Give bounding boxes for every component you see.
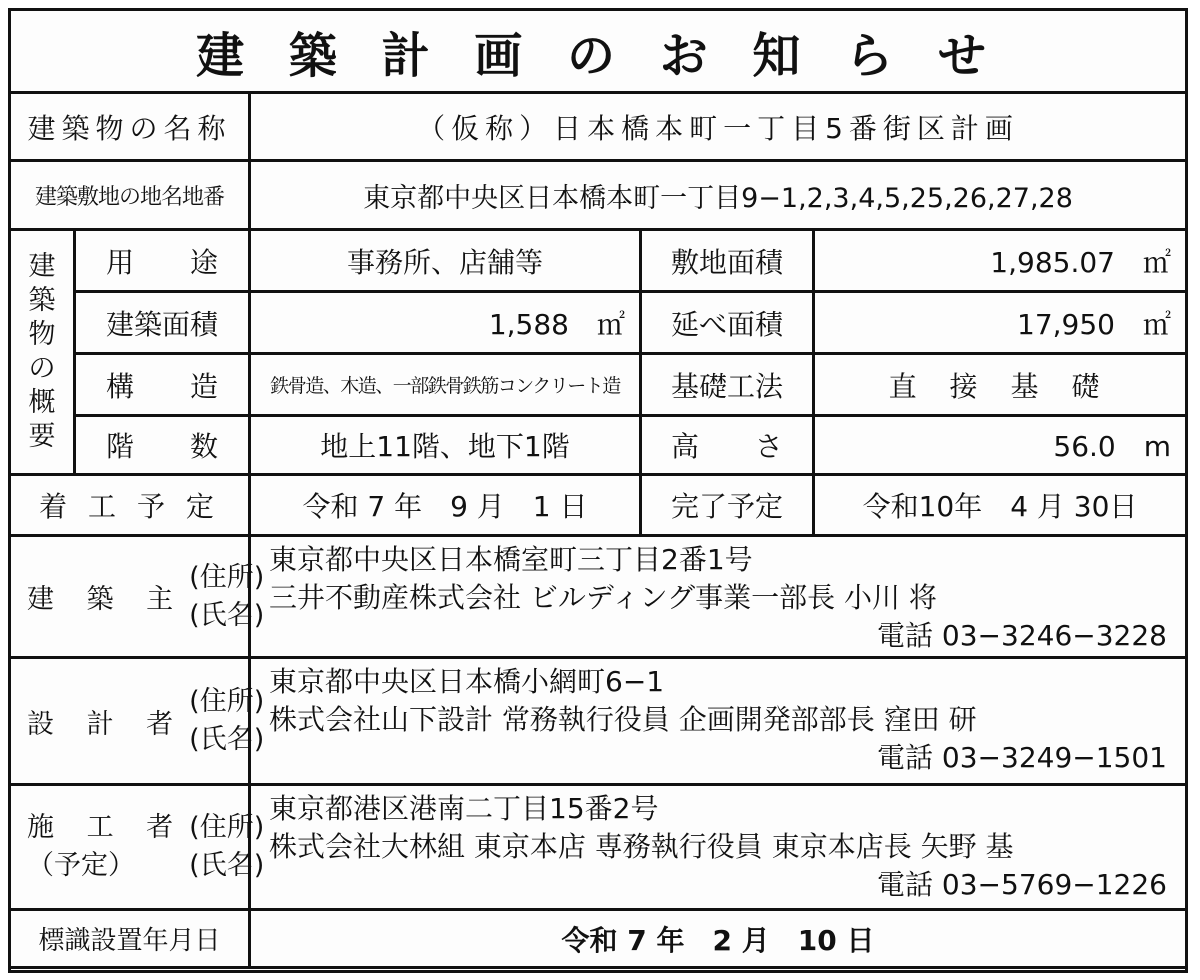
floors-label: 階 数: [105, 430, 218, 463]
owner-label: [11, 537, 265, 656]
overview-char: 概: [28, 387, 56, 418]
floors-value: 地上11階、地下1階: [320, 430, 570, 463]
end-value: 令和10年 4 月 30日: [862, 490, 1138, 523]
overview-char: 築: [28, 285, 56, 316]
contractor-label: [11, 786, 265, 908]
overview-group-label: [11, 231, 73, 473]
contractor-role: [27, 809, 185, 885]
designer-tel: 電話 03−3249−1501: [877, 741, 1167, 774]
height-label: 高 さ: [670, 430, 783, 463]
name-tag: (氏名): [189, 850, 265, 881]
owner-tel: 電話 03−3246−3228: [877, 619, 1167, 652]
floor-area-value: 17,950 ㎡: [1017, 307, 1171, 341]
owner-address: 東京都中央区日本橋室町三丁目2番1号: [269, 543, 753, 576]
building-area-value: 1,588 ㎡: [488, 307, 625, 341]
foundation-value: 直 接 基 礎: [888, 369, 1112, 403]
building-area-label: 建築面積: [105, 307, 218, 341]
name-tag: (氏名): [189, 724, 265, 755]
overview-char: 要: [28, 421, 56, 452]
posted-label: 標識設置年月日: [38, 926, 221, 956]
structure-label: 構 造: [105, 369, 218, 403]
contractor-address: 東京都港区港南二丁目15番2号: [269, 792, 659, 825]
designer-label: [11, 659, 265, 783]
overview-char: 物: [28, 319, 56, 350]
address-tag: (住所): [189, 561, 265, 593]
site-area-label: 敷地面積: [670, 245, 783, 279]
contractor-role-line: 施 工 者: [27, 812, 186, 843]
use-label: 用 途: [105, 245, 218, 279]
building-name-label: 建築物の名称: [27, 111, 232, 145]
name-tag: (氏名): [189, 599, 265, 631]
designer-name: 株式会社山下設計 常務執行役員 企画開発部部長 窪田 研: [269, 703, 977, 736]
posted-value: 令和 7 年 2 月 10 日: [561, 923, 875, 957]
owner-name: 三井不動産株式会社 ビルディング事業一部長 小川 将: [269, 581, 937, 614]
contractor-tel: 電話 03−5769−1226: [877, 868, 1167, 901]
building-name-value: （仮称）日本橋本町一丁目5番街区計画: [417, 111, 1019, 145]
designer-address: 東京都中央区日本橋小網町6−1: [269, 665, 665, 698]
address-tag: (住所): [189, 686, 265, 717]
contractor-role-line: （予定）: [27, 850, 135, 881]
site-label: 建築敷地の地名地番: [34, 184, 224, 210]
designer-role: 設 計 者: [27, 708, 186, 740]
site-area-value: 1,985.07 ㎡: [990, 245, 1171, 279]
designer-details: [251, 659, 1185, 783]
owner-details: [251, 537, 1185, 656]
notice-title: 建 築 計 画 の お 知 ら せ: [196, 27, 1000, 84]
notice-board: [8, 8, 1188, 973]
use-value: 事務所、店舗等: [346, 245, 543, 279]
overview-char: 建: [28, 251, 56, 282]
floor-area-label: 延べ面積: [670, 307, 783, 341]
contractor-name: 株式会社大林組 東京本店 専務執行役員 東京本店長 矢野 基: [269, 830, 1014, 863]
site-value: 東京都中央区日本橋本町一丁目9−1,2,3,4,5,25,26,27,28: [363, 182, 1073, 214]
divider: [11, 966, 1185, 969]
start-label: 着 工 予 定: [39, 490, 220, 523]
end-label: 完了予定: [670, 490, 783, 523]
height-value: 56.0 m: [1053, 430, 1171, 463]
contractor-details: [251, 786, 1185, 908]
owner-role: 建 築 主: [27, 584, 186, 615]
structure-value: 鉄骨造、木造、一部鉄骨鉄筋コンクリート造: [270, 375, 620, 397]
address-tag: (住所): [189, 812, 265, 843]
overview-char: の: [28, 353, 56, 384]
start-value: 令和 7 年 9 月 1 日: [302, 490, 588, 523]
foundation-label: 基礎工法: [670, 369, 783, 403]
